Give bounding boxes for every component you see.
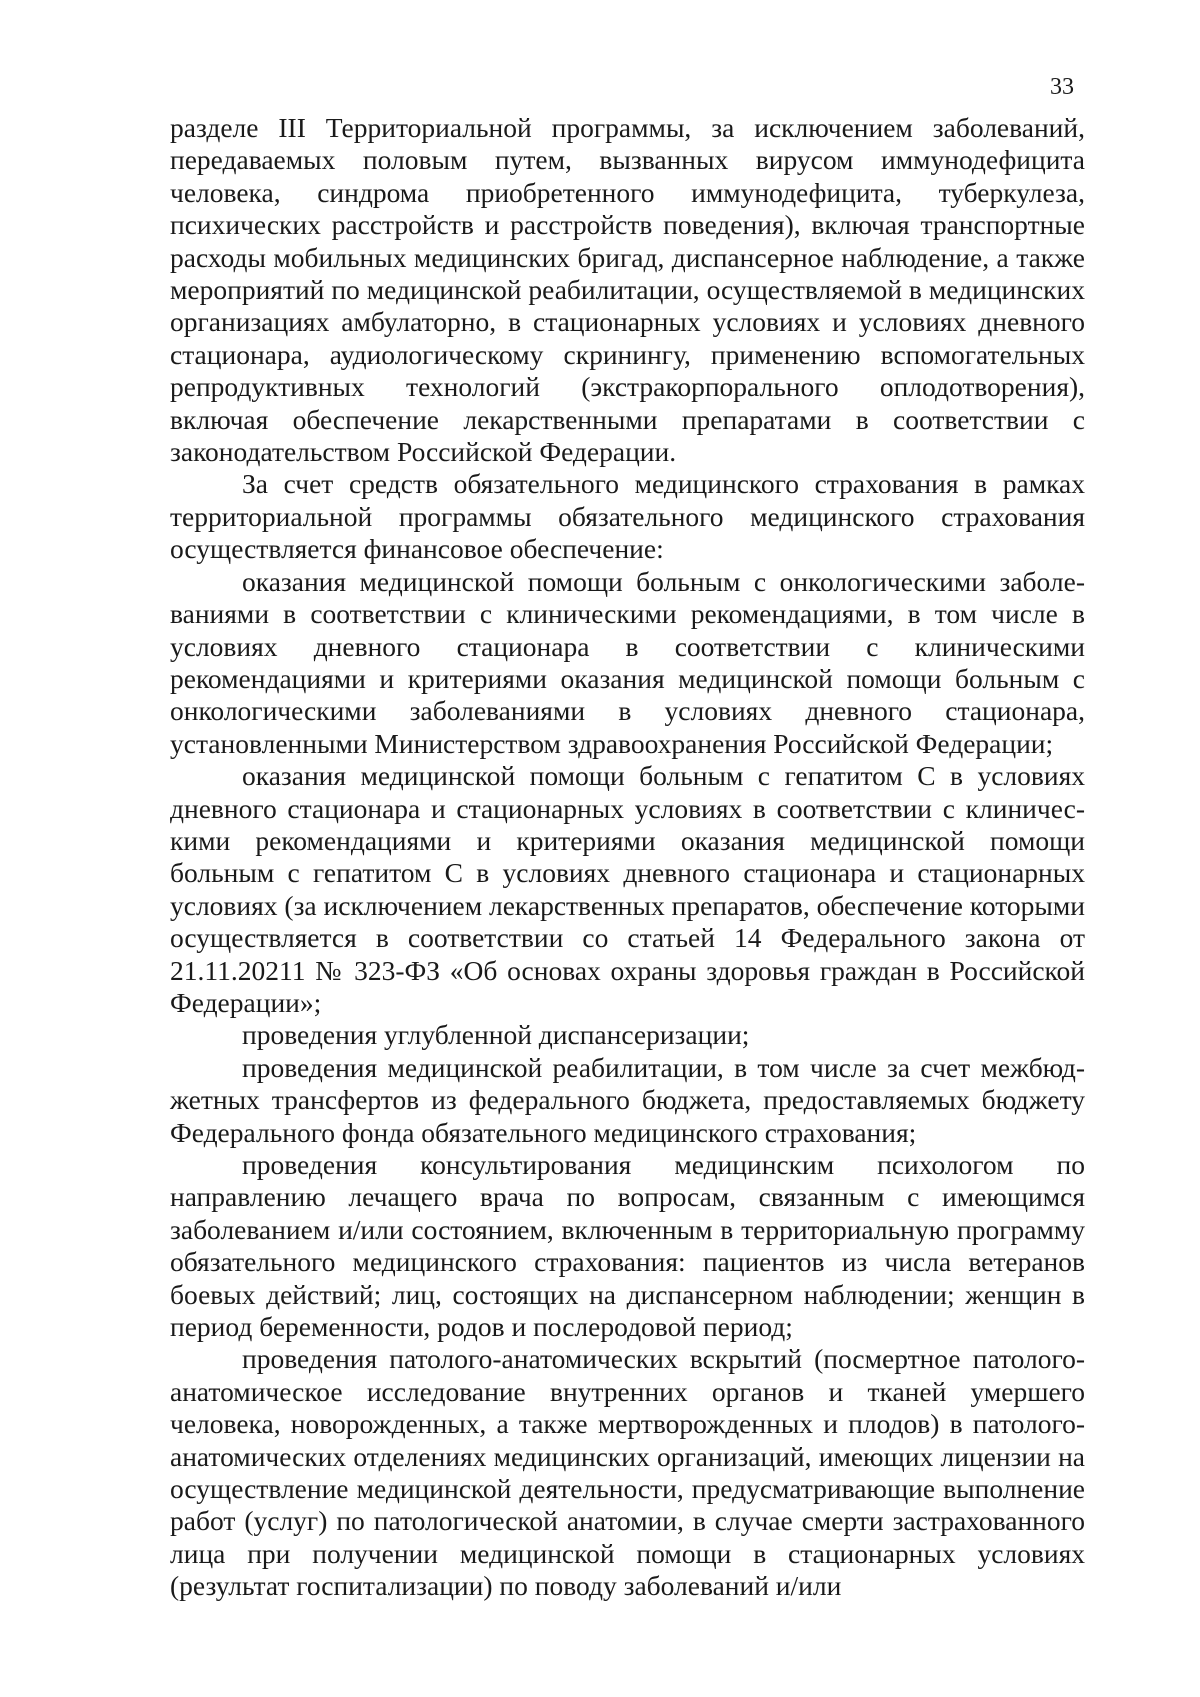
paragraph: разделе III Территориальной программы, за исключением заболеваний, передаваемых половым путем, вызванных вирусом иммунодефицита человека, синдрома приобретенного иммунодефицита, туберкулеза, психических расстройств и расстройств поведения), включая транспортные расходы мобильных медицинских бригад, диспансерное наблюдение, а также мероприятий по медицинской реабилитации, осуществляемой в медицинских организациях амбулаторно, в стационарных условиях и условиях дневного стационара, аудиологическому скринингу, применению вспомогательных репродуктивных технологий (экстракорпорального оплодотворения), включая обеспечение лекарственными препаратами в соответствии с законодательством Российской Федерации.	[170, 112, 1085, 468]
paragraph: проведения углубленной диспансеризации;	[242, 1019, 750, 1051]
paragraph: проведения консультирования медицинским психологом по направлению лечащего врача по вопросам, связанным с имеющимся заболеванием и/или состоянием, включенным в территориальную программу обязательного медицинского страхования: пациентов из числа ветеранов боевых действий; лиц, состоящих на диспансерном наблюдении; женщин в период беременности, родов и послеродовой период;	[170, 1149, 1085, 1343]
page-number: 33	[1050, 74, 1074, 100]
document-body	[170, 112, 1085, 1603]
paragraph: проведения медицинской реабилитации, в том числе за счет межбюджетных трансфертов из федерального бюджета, предоставляемых бюджету Федерального фонда обязательного медицинского страхования;	[170, 1051, 1085, 1148]
paragraph: оказания медицинской помощи больным с гепатитом С в условиях дневного стационара и стационарных условиях в соответствии с клиническими рекомендациями и критериями оказания медицинской помощи больным с гепатитом С в условиях дневного стационара и стационарных условиях (за исключением лекарственных препаратов, обеспечение которыми осуществляется в соответствии со статьей 14 Федерального закона от 21.11.20211 № 323-ФЗ «Об основах охраны здоровья граждан в Российской Федерации»;	[170, 760, 1085, 1018]
paragraph: оказания медицинской помощи больным с онкологическими заболеваниями в соответствии с клиническими рекомендациями, в том числе в условиях дневного стационара в соответствии с клиническими рекомендациями и критериями оказания медицинской помощи больным с онкологическими заболеваниями в условиях дневного стационара, установленными Министерством здравоохранения Российской Федерации;	[170, 565, 1085, 759]
paragraph: За счет средств обязательного медицинского страхования в рамках территориальной программы обязательного медицинского страхования осуществляется финансовое обеспечение:	[170, 468, 1085, 565]
paragraph: проведения патолого-анатомических вскрытий (посмертное патологоанатомическое исследование внутренних органов и тканей умершего человека, новорожденных, а также мертворожденных и плодов) в патологоанатомических отделениях медицинских организаций, имеющих лицензии на осуществление медицинской деятельности, предусматривающие выполнение работ (услуг) по патологической анатомии, в случае смерти застрахованного лица при получении медицинской помощи в стационарных условиях (результат госпитализации) по поводу заболеваний и/или	[170, 1343, 1085, 1602]
